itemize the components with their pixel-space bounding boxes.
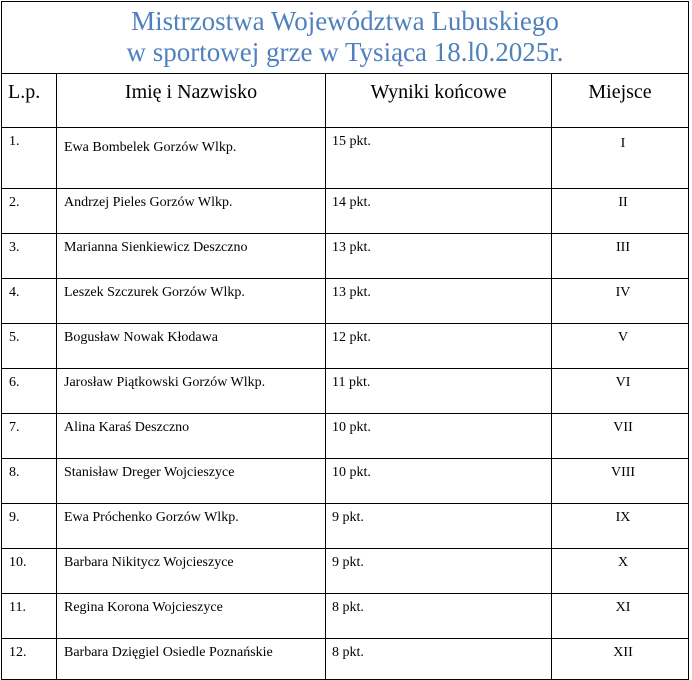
table-row	[2, 459, 689, 504]
cell-lp: 8.	[2, 459, 57, 504]
cell-lp: 11.	[2, 594, 57, 639]
cell-place: XI	[552, 594, 689, 639]
table-row	[2, 549, 689, 594]
cell-score: 10 pkt.	[326, 414, 552, 459]
cell-lp: 10.	[2, 549, 57, 594]
cell-score: 8 pkt.	[326, 639, 552, 680]
cell-score: 11 pkt.	[326, 369, 552, 414]
cell-score: 14 pkt.	[326, 189, 552, 234]
cell-place: II	[552, 189, 689, 234]
title-line-2: w sportowej grze w Tysiąca 18.l0.2025r.	[126, 37, 564, 67]
header-lp: L.p.	[2, 74, 57, 128]
cell-place: X	[552, 549, 689, 594]
cell-name: Andrzej Pieles Gorzów Wlkp.	[57, 189, 326, 234]
cell-name: Leszek Szczurek Gorzów Wlkp.	[57, 279, 326, 324]
cell-lp: 3.	[2, 234, 57, 279]
cell-place: VI	[552, 369, 689, 414]
cell-lp: 6.	[2, 369, 57, 414]
header-score: Wyniki końcowe	[326, 74, 552, 128]
cell-place: V	[552, 324, 689, 369]
title-line-1: Mistrzostwa Województwa Lubuskiego	[131, 6, 559, 36]
cell-lp: 7.	[2, 414, 57, 459]
cell-name: Stanisław Dreger Wojcieszyce	[57, 459, 326, 504]
cell-name: Barbara Dzięgiel Osiedle Poznańskie	[57, 639, 326, 680]
table-row	[2, 128, 689, 189]
cell-name: Barbara Nikitycz Wojcieszyce	[57, 549, 326, 594]
cell-score: 9 pkt.	[326, 549, 552, 594]
cell-place: VIII	[552, 459, 689, 504]
table-row	[2, 234, 689, 279]
table-row	[2, 369, 689, 414]
cell-score: 10 pkt.	[326, 459, 552, 504]
results-table	[1, 1, 689, 680]
table-row	[2, 414, 689, 459]
cell-name: Regina Korona Wojcieszyce	[57, 594, 326, 639]
table-row	[2, 324, 689, 369]
cell-score: 13 pkt.	[326, 234, 552, 279]
cell-lp: 5.	[2, 324, 57, 369]
cell-lp: 9.	[2, 504, 57, 549]
cell-lp: 1.	[2, 128, 57, 189]
table-row	[2, 594, 689, 639]
cell-place: XII	[552, 639, 689, 680]
cell-place: IX	[552, 504, 689, 549]
header-row	[2, 74, 689, 128]
cell-score: 15 pkt.	[326, 128, 552, 189]
cell-lp: 4.	[2, 279, 57, 324]
cell-lp: 2.	[2, 189, 57, 234]
cell-name: Alina Karaś Deszczno	[57, 414, 326, 459]
cell-lp: 12.	[2, 639, 57, 680]
table-row	[2, 189, 689, 234]
cell-name: Bogusław Nowak Kłodawa	[57, 324, 326, 369]
document-title	[2, 2, 689, 74]
cell-score: 13 pkt.	[326, 279, 552, 324]
header-place: Miejsce	[552, 74, 689, 128]
cell-name: Ewa Próchenko Gorzów Wlkp.	[57, 504, 326, 549]
table-row	[2, 639, 689, 680]
header-name: Imię i Nazwisko	[57, 74, 326, 128]
cell-name: Marianna Sienkiewicz Deszczno	[57, 234, 326, 279]
cell-score: 9 pkt.	[326, 504, 552, 549]
cell-place: VII	[552, 414, 689, 459]
table-row	[2, 504, 689, 549]
cell-score: 8 pkt.	[326, 594, 552, 639]
cell-name: Jarosław Piątkowski Gorzów Wlkp.	[57, 369, 326, 414]
cell-name: Ewa Bombelek Gorzów Wlkp.	[57, 128, 326, 189]
cell-place: III	[552, 234, 689, 279]
table-row	[2, 279, 689, 324]
cell-place: I	[552, 128, 689, 189]
cell-place: IV	[552, 279, 689, 324]
cell-score: 12 pkt.	[326, 324, 552, 369]
